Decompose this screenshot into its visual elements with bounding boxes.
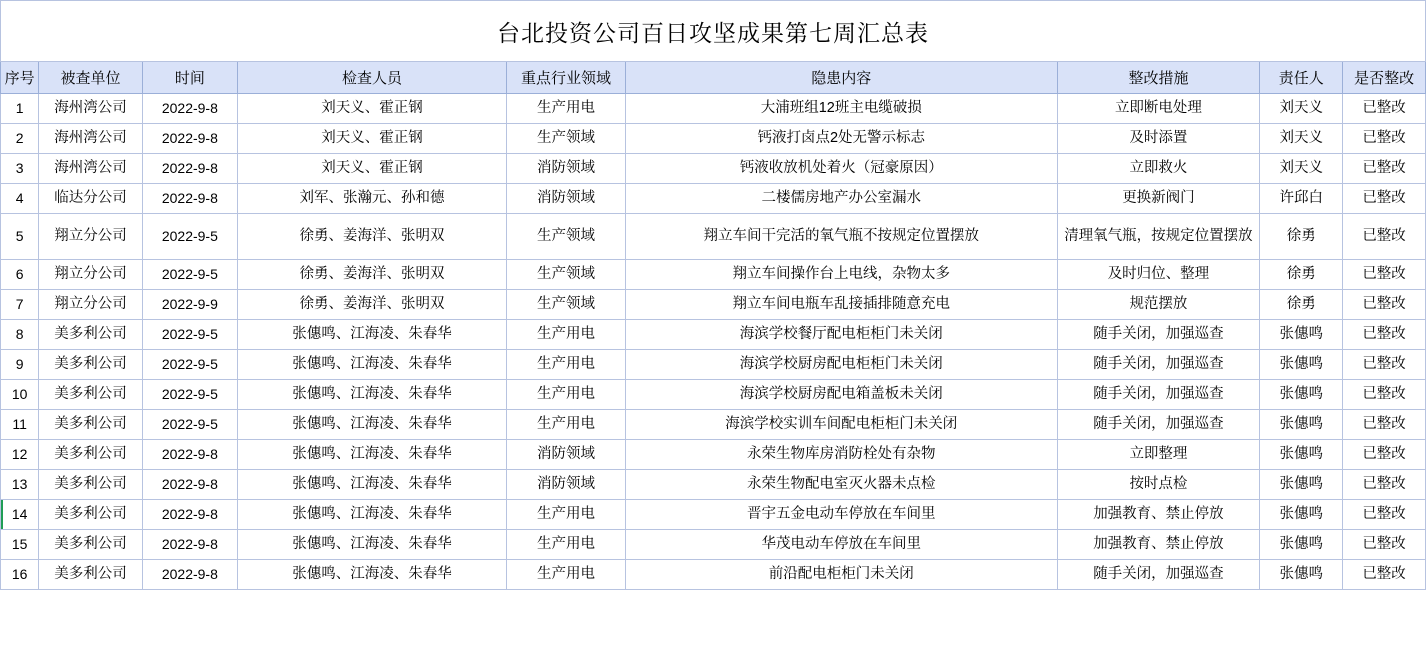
cell-field[interactable]: 消防领域 [507, 154, 626, 184]
cell-measure[interactable]: 随手关闭，加强巡查 [1057, 350, 1260, 380]
cell-time[interactable]: 2022-9-5 [142, 380, 237, 410]
cell-measure[interactable]: 随手关闭，加强巡查 [1057, 380, 1260, 410]
title-row [1, 1, 1426, 62]
cell-field[interactable]: 生产用电 [507, 380, 626, 410]
cell-field[interactable]: 生产用电 [507, 560, 626, 590]
cell-field[interactable]: 生产用电 [507, 320, 626, 350]
cell-unit[interactable]: 临达分公司 [39, 184, 142, 214]
table-body [1, 94, 1426, 590]
cell-time[interactable]: 2022-9-8 [142, 94, 237, 124]
table-row[interactable] [1, 260, 1426, 290]
cell-rectified[interactable]: 已整改 [1343, 350, 1426, 380]
table-row[interactable] [1, 380, 1426, 410]
cell-content[interactable]: 永荣生物库房消防栓处有杂物 [626, 440, 1058, 470]
cell-content[interactable]: 海滨学校厨房配电柜柜门未关闭 [626, 350, 1058, 380]
cell-inspectors[interactable]: 张僡鸣、江海凌、朱春华 [237, 380, 506, 410]
column-header-inspectors[interactable]: 检查人员 [237, 62, 506, 94]
cell-rectified[interactable]: 已整改 [1343, 260, 1426, 290]
cell-seq[interactable]: 9 [1, 350, 39, 380]
cell-time[interactable]: 2022-9-8 [142, 184, 237, 214]
cell-field[interactable]: 生产用电 [507, 530, 626, 560]
cell-inspectors[interactable]: 徐勇、姜海洋、张明双 [237, 290, 506, 320]
cell-rectified[interactable]: 已整改 [1343, 214, 1426, 260]
cell-unit[interactable]: 美多利公司 [39, 530, 142, 560]
cell-person[interactable]: 张僡鸣 [1260, 470, 1343, 500]
cell-inspectors[interactable]: 刘天义、霍正钢 [237, 124, 506, 154]
column-header-measure[interactable]: 整改措施 [1057, 62, 1260, 94]
cell-seq[interactable]: 10 [1, 380, 39, 410]
cell-field[interactable]: 生产用电 [507, 500, 626, 530]
cell-unit[interactable]: 翔立分公司 [39, 290, 142, 320]
cell-inspectors[interactable]: 张僡鸣、江海凌、朱春华 [237, 320, 506, 350]
cell-inspectors[interactable]: 徐勇、姜海洋、张明双 [237, 260, 506, 290]
cell-measure[interactable]: 及时添置 [1057, 124, 1260, 154]
cell-seq[interactable]: 4 [1, 184, 39, 214]
cell-time[interactable]: 2022-9-8 [142, 154, 237, 184]
cell-measure[interactable]: 按时点检 [1057, 470, 1260, 500]
table-row[interactable] [1, 350, 1426, 380]
cell-inspectors[interactable]: 张僡鸣、江海凌、朱春华 [237, 530, 506, 560]
cell-measure[interactable]: 立即断电处理 [1057, 94, 1260, 124]
table-row[interactable] [1, 124, 1426, 154]
cell-field[interactable]: 生产用电 [507, 350, 626, 380]
cell-inspectors[interactable]: 张僡鸣、江海凌、朱春华 [237, 500, 506, 530]
cell-unit[interactable]: 美多利公司 [39, 350, 142, 380]
cell-unit[interactable]: 美多利公司 [39, 500, 142, 530]
column-header-unit[interactable]: 被查单位 [39, 62, 142, 94]
cell-seq[interactable]: 14 [1, 500, 39, 530]
cell-seq[interactable]: 3 [1, 154, 39, 184]
cell-measure[interactable]: 随手关闭，加强巡查 [1057, 560, 1260, 590]
cell-rectified[interactable]: 已整改 [1343, 530, 1426, 560]
table-row[interactable] [1, 560, 1426, 590]
cell-time[interactable]: 2022-9-8 [142, 560, 237, 590]
cell-time[interactable]: 2022-9-5 [142, 350, 237, 380]
cell-unit[interactable]: 美多利公司 [39, 560, 142, 590]
table-row[interactable] [1, 154, 1426, 184]
cell-unit[interactable]: 海州湾公司 [39, 124, 142, 154]
cell-rectified[interactable]: 已整改 [1343, 320, 1426, 350]
cell-time[interactable]: 2022-9-5 [142, 214, 237, 260]
cell-seq[interactable]: 5 [1, 214, 39, 260]
cell-time[interactable]: 2022-9-8 [142, 530, 237, 560]
cell-rectified[interactable]: 已整改 [1343, 184, 1426, 214]
cell-seq[interactable]: 8 [1, 320, 39, 350]
cell-content[interactable]: 大浦班组12班主电缆破损 [626, 94, 1058, 124]
cell-content[interactable]: 翔立车间操作台上电线，杂物太多 [626, 260, 1058, 290]
cell-rectified[interactable]: 已整改 [1343, 290, 1426, 320]
cell-measure[interactable]: 立即救火 [1057, 154, 1260, 184]
page-title: 台北投资公司百日攻坚成果第七周汇总表 [1, 1, 1426, 62]
cell-person[interactable]: 张僡鸣 [1260, 380, 1343, 410]
table-row[interactable] [1, 184, 1426, 214]
cell-field[interactable]: 生产领域 [507, 214, 626, 260]
cell-person[interactable]: 许邱白 [1260, 184, 1343, 214]
cell-seq[interactable]: 11 [1, 410, 39, 440]
cell-rectified[interactable]: 已整改 [1343, 440, 1426, 470]
column-header-time[interactable]: 时间 [142, 62, 237, 94]
cell-person[interactable]: 张僡鸣 [1260, 530, 1343, 560]
table-header-row [1, 62, 1426, 94]
cell-time[interactable]: 2022-9-8 [142, 500, 237, 530]
cell-field[interactable]: 生产领域 [507, 124, 626, 154]
cell-unit[interactable]: 美多利公司 [39, 440, 142, 470]
cell-field[interactable]: 消防领域 [507, 184, 626, 214]
cell-field[interactable]: 生产用电 [507, 94, 626, 124]
cell-inspectors[interactable]: 张僡鸣、江海凌、朱春华 [237, 350, 506, 380]
table-row[interactable] [1, 440, 1426, 470]
cell-inspectors[interactable]: 张僡鸣、江海凌、朱春华 [237, 410, 506, 440]
cell-person[interactable]: 张僡鸣 [1260, 350, 1343, 380]
cell-field[interactable]: 消防领域 [507, 470, 626, 500]
table-row[interactable] [1, 320, 1426, 350]
cell-person[interactable]: 张僡鸣 [1260, 320, 1343, 350]
cell-measure[interactable]: 随手关闭，加强巡查 [1057, 410, 1260, 440]
cell-field[interactable]: 生产领域 [507, 260, 626, 290]
table-row[interactable] [1, 470, 1426, 500]
cell-person[interactable]: 刘天义 [1260, 124, 1343, 154]
cell-person[interactable]: 徐勇 [1260, 214, 1343, 260]
cell-content[interactable]: 永荣生物配电室灭火器未点检 [626, 470, 1058, 500]
cell-rectified[interactable]: 已整改 [1343, 560, 1426, 590]
cell-measure[interactable]: 加强教育、禁止停放 [1057, 500, 1260, 530]
cell-person[interactable]: 张僡鸣 [1260, 500, 1343, 530]
cell-person[interactable]: 徐勇 [1260, 290, 1343, 320]
table-row[interactable] [1, 500, 1426, 530]
cell-seq[interactable]: 7 [1, 290, 39, 320]
cell-unit[interactable]: 翔立分公司 [39, 260, 142, 290]
cell-time[interactable]: 2022-9-5 [142, 260, 237, 290]
cell-person[interactable]: 刘天义 [1260, 154, 1343, 184]
cell-field[interactable]: 生产用电 [507, 410, 626, 440]
cell-inspectors[interactable]: 张僡鸣、江海凌、朱春华 [237, 440, 506, 470]
cell-content[interactable]: 二楼儒房地产办公室漏水 [626, 184, 1058, 214]
cell-person[interactable]: 徐勇 [1260, 260, 1343, 290]
table-row[interactable] [1, 94, 1426, 124]
column-header-person[interactable]: 责任人 [1260, 62, 1343, 94]
cell-measure[interactable]: 及时归位、整理 [1057, 260, 1260, 290]
cell-time[interactable]: 2022-9-8 [142, 124, 237, 154]
cell-time[interactable]: 2022-9-5 [142, 410, 237, 440]
cell-rectified[interactable]: 已整改 [1343, 154, 1426, 184]
cell-measure[interactable]: 加强教育、禁止停放 [1057, 530, 1260, 560]
cell-inspectors[interactable]: 徐勇、姜海洋、张明双 [237, 214, 506, 260]
cell-inspectors[interactable]: 张僡鸣、江海凌、朱春华 [237, 560, 506, 590]
cell-rectified[interactable]: 已整改 [1343, 380, 1426, 410]
cell-seq[interactable]: 16 [1, 560, 39, 590]
cell-person[interactable]: 张僡鸣 [1260, 440, 1343, 470]
cell-unit[interactable]: 美多利公司 [39, 410, 142, 440]
cell-seq[interactable]: 12 [1, 440, 39, 470]
cell-content[interactable]: 钙液打卤点2处无警示标志 [626, 124, 1058, 154]
cell-content[interactable]: 前沿配电柜柜门未关闭 [626, 560, 1058, 590]
cell-time[interactable]: 2022-9-8 [142, 440, 237, 470]
cell-unit[interactable]: 翔立分公司 [39, 214, 142, 260]
column-header-content[interactable]: 隐患内容 [626, 62, 1058, 94]
cell-unit[interactable]: 海州湾公司 [39, 154, 142, 184]
column-header-rectified[interactable]: 是否整改 [1343, 62, 1426, 94]
cell-content[interactable]: 翔立车间电瓶车乱接插排随意充电 [626, 290, 1058, 320]
cell-time[interactable]: 2022-9-8 [142, 470, 237, 500]
table-row[interactable] [1, 530, 1426, 560]
cell-person[interactable]: 刘天义 [1260, 94, 1343, 124]
cell-time[interactable]: 2022-9-5 [142, 320, 237, 350]
cell-content[interactable]: 钙液收放机处着火（冠豪原因） [626, 154, 1058, 184]
cell-unit[interactable]: 美多利公司 [39, 470, 142, 500]
cell-unit[interactable]: 海州湾公司 [39, 94, 142, 124]
cell-content[interactable]: 晋宇五金电动车停放在车间里 [626, 500, 1058, 530]
cell-time[interactable]: 2022-9-9 [142, 290, 237, 320]
cell-inspectors[interactable]: 张僡鸣、江海凌、朱春华 [237, 470, 506, 500]
cell-unit[interactable]: 美多利公司 [39, 380, 142, 410]
cell-seq[interactable]: 2 [1, 124, 39, 154]
column-header-seq[interactable]: 序号 [1, 62, 39, 94]
column-header-field[interactable]: 重点行业领域 [507, 62, 626, 94]
cell-person[interactable]: 张僡鸣 [1260, 560, 1343, 590]
cell-content[interactable]: 华茂电动车停放在车间里 [626, 530, 1058, 560]
cell-measure[interactable]: 立即整理 [1057, 440, 1260, 470]
cell-field[interactable]: 生产领域 [507, 290, 626, 320]
cell-inspectors[interactable]: 刘军、张瀚元、孙和德 [237, 184, 506, 214]
cell-content[interactable]: 海滨学校实训车间配电柜柜门未关闭 [626, 410, 1058, 440]
table-row[interactable] [1, 410, 1426, 440]
cell-measure[interactable]: 随手关闭，加强巡查 [1057, 320, 1260, 350]
table-row[interactable] [1, 290, 1426, 320]
cell-rectified[interactable]: 已整改 [1343, 94, 1426, 124]
cell-seq[interactable]: 1 [1, 94, 39, 124]
cell-measure[interactable]: 规范摆放 [1057, 290, 1260, 320]
cell-inspectors[interactable]: 刘天义、霍正钢 [237, 154, 506, 184]
cell-measure[interactable]: 更换新阀门 [1057, 184, 1260, 214]
table-row[interactable] [1, 214, 1426, 260]
cell-content[interactable]: 海滨学校餐厅配电柜柜门未关闭 [626, 320, 1058, 350]
cell-field[interactable]: 消防领域 [507, 440, 626, 470]
cell-person[interactable]: 张僡鸣 [1260, 410, 1343, 440]
cell-seq[interactable]: 6 [1, 260, 39, 290]
cell-content[interactable]: 海滨学校厨房配电箱盖板未关闭 [626, 380, 1058, 410]
cell-rectified[interactable]: 已整改 [1343, 500, 1426, 530]
cell-rectified[interactable]: 已整改 [1343, 124, 1426, 154]
cell-rectified[interactable]: 已整改 [1343, 470, 1426, 500]
cell-content[interactable]: 翔立车间干完活的氧气瓶不按规定位置摆放 [626, 214, 1058, 260]
cell-seq[interactable]: 15 [1, 530, 39, 560]
cell-seq[interactable]: 13 [1, 470, 39, 500]
cell-unit[interactable]: 美多利公司 [39, 320, 142, 350]
cell-rectified[interactable]: 已整改 [1343, 410, 1426, 440]
cell-inspectors[interactable]: 刘天义、霍正钢 [237, 94, 506, 124]
cell-measure[interactable]: 清理氧气瓶，按规定位置摆放 [1057, 214, 1260, 260]
